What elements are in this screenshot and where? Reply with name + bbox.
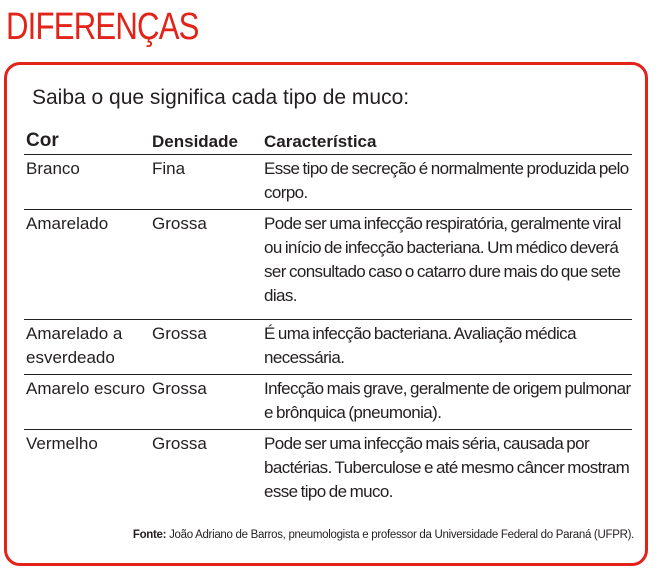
table-row <box>24 210 632 320</box>
cell-caracteristica: Esse tipo de secreção é normalmente produzida pelo corpo. <box>264 159 629 202</box>
source-label: Fonte: <box>132 529 167 541</box>
header-cor: Cor <box>26 130 59 151</box>
cell-caracteristica: Pode ser uma infecção respiratória, geralmente viral ou início de infecção bacteriana. Um médico deverá ser consultado caso o catarro dure mais do que sete dias. <box>264 214 621 305</box>
source-note <box>133 529 634 541</box>
source-text: João Adriano de Barros, pneumologista e professor da Universidade Federal do Paraná (UFPR). <box>166 529 634 541</box>
cell-caracteristica: Pode ser uma infecção mais séria, causada por bactérias. Tuberculose e até mesmo câncer mostram esse tipo de muco. <box>264 434 630 501</box>
cell-densidade: Fina <box>152 159 186 178</box>
cell-densidade: Grossa <box>152 434 207 453</box>
cell-caracteristica: Infecção mais grave, geralmente de origem pulmonar e brônquica (pneumonia). <box>264 379 631 422</box>
mucus-table <box>24 128 632 512</box>
header-densidade: Densidade <box>152 132 238 151</box>
header-caracteristica: Característica <box>264 132 377 151</box>
cell-densidade: Grossa <box>152 214 207 233</box>
table-row <box>24 320 632 375</box>
cell-cor: Amarelo escuro <box>26 379 146 398</box>
box-subtitle: Saiba o que significa cada tipo de muco: <box>32 86 410 109</box>
table-row <box>24 430 632 512</box>
cell-densidade: Grossa <box>152 379 207 398</box>
page-title: DIFERENÇAS <box>6 6 199 48</box>
table-header <box>24 128 632 155</box>
cell-cor: Amarelado a esverdeado <box>26 324 123 367</box>
cell-caracteristica: É uma infecção bacteriana. Avaliação médica necessária. <box>264 324 576 367</box>
cell-cor: Amarelado <box>26 214 109 233</box>
table-row <box>24 375 632 430</box>
table-row <box>24 155 632 210</box>
cell-cor: Branco <box>26 159 80 178</box>
cell-cor: Vermelho <box>26 434 98 453</box>
cell-densidade: Grossa <box>152 324 207 343</box>
